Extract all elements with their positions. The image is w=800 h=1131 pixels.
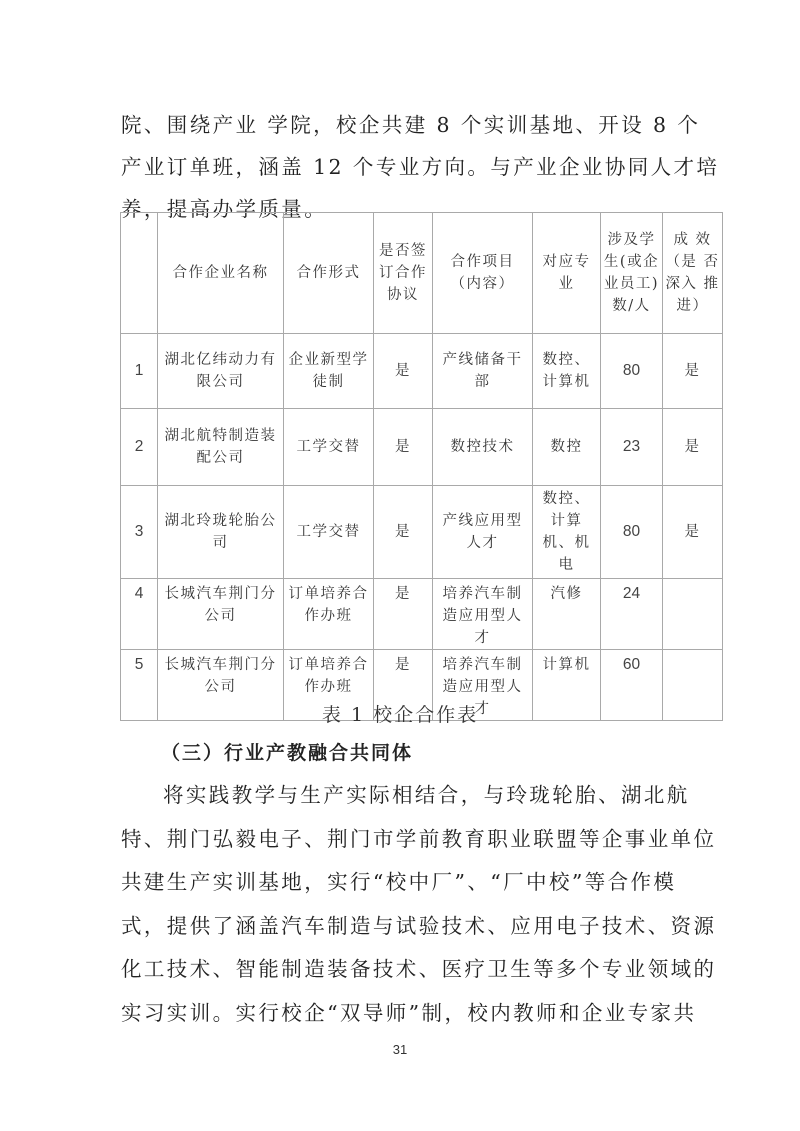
cell-company: 湖北玲珑轮胎公司 (158, 486, 284, 579)
cell-form: 工学交替 (284, 409, 374, 486)
header-cooperation-form: 合作形式 (284, 213, 374, 334)
body-line: 式，提供了涵盖汽车制造与试验技术、应用电子技术、资源 (121, 913, 717, 938)
cooperation-table (120, 212, 723, 721)
body-line: 化工技术、智能制造装备技术、医疗卫生等多个专业领域的 (121, 957, 717, 981)
table-row (121, 579, 723, 650)
cell-effect: 是 (663, 486, 723, 579)
cell-major: 数控、计算机 (533, 334, 601, 409)
table-row (121, 486, 723, 579)
cell-company: 长城汽车荆门分公司 (158, 579, 284, 650)
cell-project: 培养汽车制造应用型人才 (433, 579, 533, 650)
cell-count: 23 (601, 409, 663, 486)
body-line: 实习实训。实行校企“双导师”制，校内教师和企业专家共 (121, 1000, 697, 1025)
table-row (121, 334, 723, 409)
cell-company: 长城汽车荆门分公司 (158, 650, 284, 721)
cell-major: 计算机 (533, 650, 601, 721)
cell-project: 数控技术 (433, 409, 533, 486)
header-company-name: 合作企业名称 (158, 213, 284, 334)
cell-effect: 是 (663, 334, 723, 409)
cell-signed: 是 (374, 486, 433, 579)
cell-index: 2 (121, 409, 158, 486)
body-line: 共建生产实训基地，实行“校中厂”、“厂中校”等合作模 (121, 870, 677, 894)
cell-project: 培养汽车制造应用型人才 (433, 650, 533, 721)
cell-major: 汽修 (533, 579, 601, 650)
cell-form: 企业新型学徒制 (284, 334, 374, 409)
cell-index: 3 (121, 486, 158, 579)
cell-signed: 是 (374, 579, 433, 650)
cell-signed: 是 (374, 650, 433, 721)
table-caption: 表 1 校企合作表 (321, 704, 479, 726)
intro-line: 养，提高办学质量。 (121, 197, 328, 221)
intro-line: 院、围绕产业 学院，校企共建 8 个实训基地、开设 8 个 (121, 113, 701, 137)
cell-effect (663, 579, 723, 650)
page-number: 31 (392, 1042, 408, 1057)
header-cooperation-project: 合作项目（内容） (433, 213, 533, 334)
cell-signed: 是 (374, 334, 433, 409)
cell-count: 80 (601, 486, 663, 579)
cell-count: 24 (601, 579, 663, 650)
cell-count: 60 (601, 650, 663, 721)
cell-major: 数控、计算机、机电 (533, 486, 601, 579)
cell-form: 订单培养合作办班 (284, 650, 374, 721)
cell-major: 数控 (533, 409, 601, 486)
cell-form: 工学交替 (284, 486, 374, 579)
cell-project: 产线储备干部 (433, 334, 533, 409)
section-heading: （三）行业产教融合共同体 (161, 742, 414, 764)
header-agreement-signed: 是否签订合作协议 (374, 213, 433, 334)
table-row (121, 409, 723, 486)
intro-line: 产业订单班，涵盖 12 个专业方向。与产业企业协同人才培 (121, 155, 720, 179)
cell-index: 1 (121, 334, 158, 409)
body-line: 将实践教学与生产实际相结合，与玲珑轮胎、湖北航 (163, 783, 690, 807)
cell-company: 湖北亿纬动力有限公司 (158, 334, 284, 409)
cell-count: 80 (601, 334, 663, 409)
cell-signed: 是 (374, 409, 433, 486)
cell-company: 湖北航特制造装配公司 (158, 409, 284, 486)
header-student-count: 涉及学生(或企业员工)数/人 (601, 213, 663, 334)
header-index (121, 213, 158, 334)
body-line: 特、荆门弘毅电子、荆门市学前教育职业联盟等企事业单位 (121, 826, 717, 851)
table-header-row (121, 213, 723, 334)
cell-index: 4 (121, 579, 158, 650)
header-effect: 成 效（是 否深入 推进） (663, 213, 723, 334)
cell-form: 订单培养合作办班 (284, 579, 374, 650)
header-major: 对应专业 (533, 213, 601, 334)
cell-index: 5 (121, 650, 158, 721)
cell-effect: 是 (663, 409, 723, 486)
cell-project: 产线应用型人才 (433, 486, 533, 579)
body-paragraph (121, 775, 721, 1036)
